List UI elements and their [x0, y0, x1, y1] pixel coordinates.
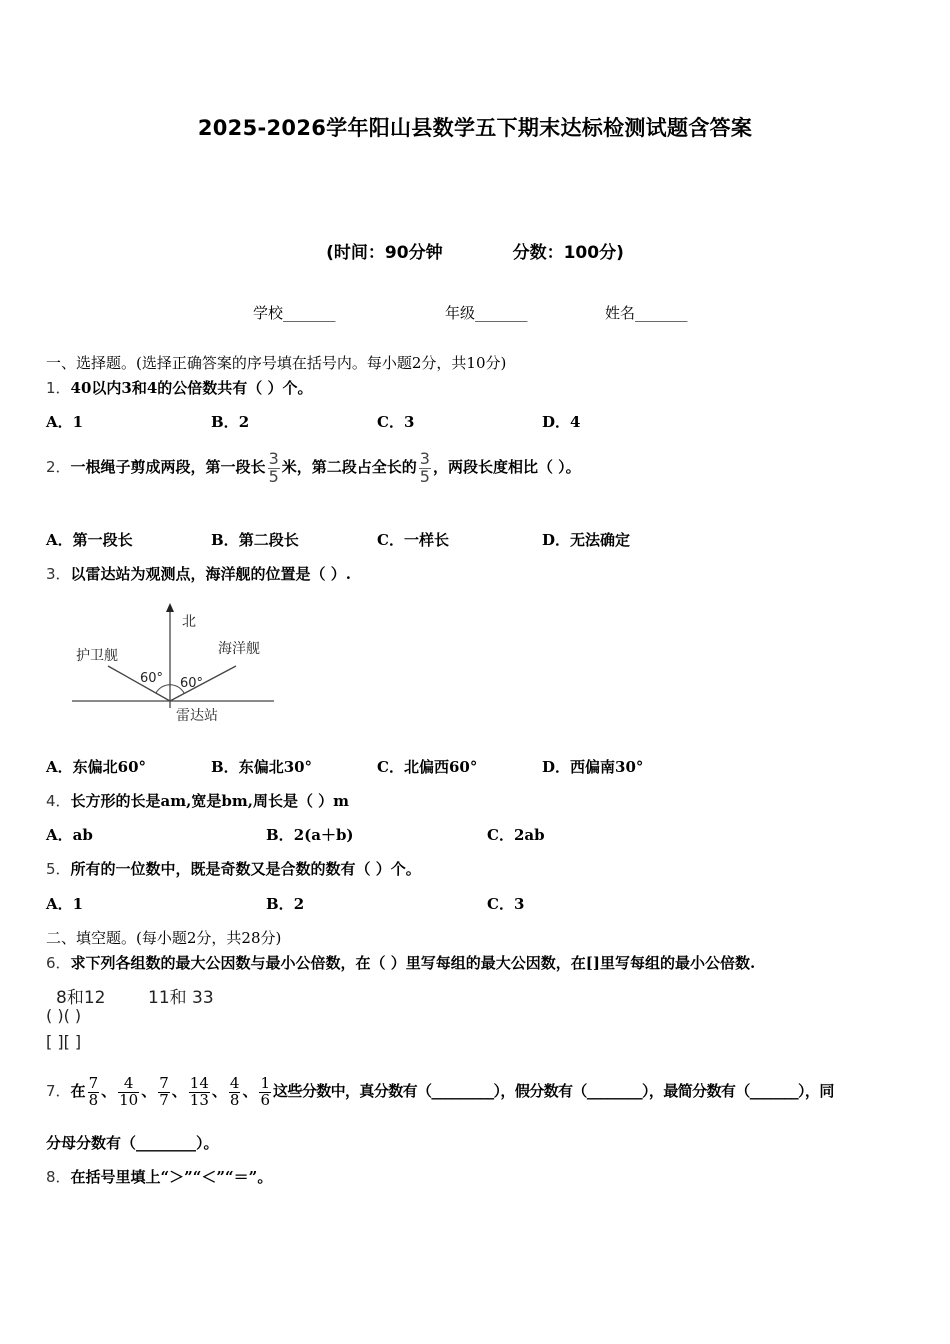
- option-text: 2: [238, 413, 250, 431]
- north-label: 北: [182, 614, 196, 630]
- fraction-denominator: 10: [119, 1090, 139, 1109]
- option-label: D．: [542, 531, 571, 549]
- section-2-heading: 二、填空题。(每小题2分，共28分): [46, 929, 282, 947]
- option-label: C．: [377, 758, 404, 776]
- name-field[interactable]: 姓名_______: [605, 304, 688, 322]
- fraction-first-length: [268, 448, 280, 486]
- q1-option-d[interactable]: [542, 411, 580, 432]
- option-text: 北偏西60°: [403, 758, 478, 776]
- option-text: 3: [403, 413, 415, 431]
- option-label: D．: [542, 413, 571, 431]
- option-label: C．: [377, 413, 404, 431]
- question-1: [46, 377, 313, 398]
- fraction-numerator: 14: [189, 1073, 209, 1092]
- q4-option-a[interactable]: [46, 824, 93, 845]
- q1-option-b[interactable]: [211, 411, 249, 432]
- option-text: 2(a＋b): [293, 826, 354, 844]
- question-text: 所有的一位数中，既是奇数又是合数的数有（ ）个。: [70, 860, 421, 878]
- option-text: 第二段长: [238, 531, 299, 549]
- question-text: 以雷达站为观测点，海洋舰的位置是（ ）.: [70, 565, 351, 583]
- question-3: [46, 563, 351, 584]
- question-number: 7．: [46, 1082, 71, 1100]
- radar-position-diagram: [60, 598, 290, 730]
- question-number: 3．: [46, 565, 71, 583]
- fraction-item: [259, 1073, 271, 1109]
- option-label: D．: [542, 758, 571, 776]
- option-text: 无法确定: [570, 531, 631, 549]
- question-text: 在括号里填上“＞”“＜”“＝”。: [70, 1168, 273, 1186]
- q3-option-a[interactable]: [46, 756, 146, 777]
- fraction-numerator: 7: [88, 1073, 99, 1092]
- option-text: 2: [293, 895, 305, 913]
- question-number: 2．: [46, 458, 71, 476]
- q2-option-d[interactable]: [542, 529, 630, 550]
- separator: 、: [171, 1082, 187, 1100]
- option-text: 西偏南30°: [570, 758, 644, 776]
- option-label: B．: [211, 413, 239, 431]
- q6-pair-2: 11和 33: [148, 988, 214, 1008]
- question-6: [46, 952, 755, 973]
- option-label: B．: [211, 531, 239, 549]
- fraction-denominator: 8: [88, 1090, 99, 1109]
- question-number: 8．: [46, 1168, 71, 1186]
- ocean-ship-label: 海洋舰: [218, 641, 260, 657]
- fraction-item: [158, 1073, 170, 1109]
- option-text: 3: [513, 895, 525, 913]
- question-text: 求下列各组数的最大公因数与最小公倍数，在（ ）里写每组的最大公因数，在[]里写每组的最小公倍数.: [70, 954, 756, 972]
- option-text: 第一段长: [72, 531, 133, 549]
- separator: 、: [141, 1082, 157, 1100]
- escort-ship-label: 护卫舰: [76, 648, 118, 664]
- north-arrow-icon: [166, 603, 174, 612]
- option-label: B．: [266, 895, 294, 913]
- question-text-part1: 一根绳子剪成两段，第一段长: [70, 458, 266, 476]
- question-text: 长方形的长是am,宽是bm,周长是（ ）m: [70, 792, 350, 810]
- left-angle-label: 60°: [140, 671, 164, 686]
- separator: 、: [211, 1082, 227, 1100]
- question-number: 5．: [46, 860, 71, 878]
- question-text-line2: 分母分数有（________）。: [46, 1134, 219, 1152]
- option-label: C．: [487, 826, 514, 844]
- fraction-numerator: 4: [118, 1076, 139, 1093]
- question-text-part2: 米，第二段占全长的: [281, 458, 417, 476]
- q3-option-d[interactable]: [542, 756, 643, 777]
- separator: 、: [242, 1082, 258, 1100]
- fraction-denominator: 8: [229, 1090, 240, 1109]
- fraction-denominator: 5: [268, 466, 279, 486]
- option-label: A．: [46, 758, 73, 776]
- separator: 、: [101, 1082, 117, 1100]
- radar-station-label: 雷达站: [176, 708, 218, 724]
- page-title: 2025-2026学年阳山县数学五下期末达标检测试题含答案: [197, 116, 753, 140]
- question-2: [46, 444, 581, 490]
- option-text: 1: [72, 413, 84, 431]
- option-text: 1: [72, 895, 84, 913]
- q1-option-a[interactable]: [46, 411, 83, 432]
- exam-score: 分数：100分): [512, 243, 624, 263]
- fraction-denominator: 13: [189, 1090, 209, 1109]
- q4-option-c[interactable]: [487, 824, 545, 845]
- fraction-second-share: [419, 448, 431, 486]
- q6-pair-1: 8和12: [56, 988, 106, 1008]
- fraction-denominator: 6: [260, 1090, 271, 1109]
- fraction-numerator: 3: [419, 448, 430, 468]
- option-label: A．: [46, 531, 73, 549]
- grade-field[interactable]: 年级_______: [445, 304, 528, 322]
- q1-option-c[interactable]: [377, 411, 414, 432]
- option-label: B．: [266, 826, 294, 844]
- q5-option-b[interactable]: [266, 893, 304, 914]
- fraction-numerator: 3: [268, 448, 279, 468]
- q2-option-a[interactable]: [46, 529, 133, 550]
- fraction-numerator: 7: [159, 1073, 169, 1092]
- q5-option-c[interactable]: [487, 893, 524, 914]
- question-4: [46, 790, 349, 811]
- q4-option-b[interactable]: [266, 824, 354, 845]
- option-text: 一样长: [403, 531, 449, 549]
- q3-option-c[interactable]: [377, 756, 477, 777]
- question-lead: 在: [70, 1082, 86, 1100]
- option-label: A．: [46, 826, 73, 844]
- option-label: A．: [46, 413, 73, 431]
- question-number: 6．: [46, 954, 71, 972]
- question-7-continued: [46, 1132, 219, 1153]
- q6-lcm-blanks[interactable]: [ ][ ]: [46, 1032, 82, 1051]
- option-label: C．: [377, 531, 404, 549]
- question-8: [46, 1166, 272, 1187]
- fraction-numerator: 1: [260, 1073, 271, 1092]
- q6-gcf-blanks[interactable]: ( )( ): [46, 1006, 82, 1025]
- fraction-item: [189, 1073, 210, 1109]
- option-label: C．: [487, 895, 514, 913]
- option-text: 2ab: [513, 826, 545, 844]
- q2-option-b[interactable]: [211, 529, 299, 550]
- option-label: A．: [46, 895, 73, 913]
- option-label: B．: [211, 758, 239, 776]
- fraction-item: [88, 1073, 100, 1109]
- fraction-denominator: 5: [419, 466, 430, 486]
- q2-option-c[interactable]: [377, 529, 449, 550]
- option-text: 东偏北30°: [238, 758, 313, 776]
- fraction-item: [229, 1073, 241, 1109]
- question-text: 这些分数中，真分数有（_________），假分数有（________），最简分数有（_______），同: [273, 1082, 834, 1100]
- option-text: 4: [570, 413, 581, 431]
- option-text: ab: [72, 826, 93, 844]
- right-angle-label: 60°: [180, 676, 204, 691]
- q3-option-b[interactable]: [211, 756, 312, 777]
- q5-option-a[interactable]: [46, 893, 83, 914]
- question-number: 4．: [46, 792, 71, 810]
- option-text: 东偏北60°: [72, 758, 147, 776]
- school-field[interactable]: 学校_______: [253, 304, 336, 322]
- question-7: [46, 1064, 834, 1118]
- exam-time: (时间：90分钟: [326, 243, 443, 263]
- question-text: 40以内3和4的公倍数共有（ ）个。: [70, 379, 313, 397]
- fraction-numerator: 4: [229, 1073, 240, 1092]
- question-text-part3: ，两段长度相比（ ）。: [432, 458, 581, 476]
- exam-meta: [0, 238, 950, 263]
- question-number: 1．: [46, 379, 71, 397]
- question-5: [46, 858, 421, 879]
- fraction-item: [118, 1073, 139, 1109]
- section-1-heading: 一、选择题。(选择正确答案的序号填在括号内。每小题2分，共10分): [46, 354, 507, 372]
- fraction-denominator: 7: [159, 1090, 169, 1109]
